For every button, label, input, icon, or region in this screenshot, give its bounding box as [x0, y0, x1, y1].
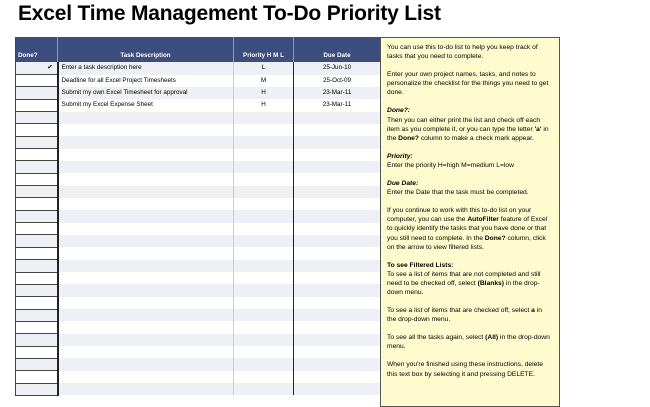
table-row — [16, 99, 381, 111]
table-row — [16, 272, 381, 284]
task-cell[interactable] — [58, 210, 234, 222]
table-row — [16, 173, 381, 185]
priority-cell[interactable] — [234, 161, 294, 173]
task-cell[interactable] — [58, 358, 234, 370]
table-row — [16, 297, 381, 309]
done-cell[interactable] — [16, 371, 58, 383]
due-date-cell[interactable]: 25-Jun-10 — [294, 62, 381, 75]
due-date-cell[interactable] — [294, 173, 381, 185]
table-row — [16, 186, 381, 198]
done-cell[interactable] — [16, 334, 58, 346]
table-row — [16, 334, 381, 346]
due-date-cell[interactable] — [294, 136, 381, 148]
table-row — [16, 223, 381, 235]
table-row — [16, 321, 381, 333]
done-cell[interactable] — [16, 99, 58, 111]
column-headers — [16, 50, 381, 62]
due-date-cell[interactable] — [294, 186, 381, 198]
table-row — [16, 210, 381, 222]
due-text: Enter the Date that the task must be completed. — [387, 189, 529, 197]
due-date-cell[interactable] — [294, 149, 381, 161]
due-date-cell[interactable] — [294, 260, 381, 272]
header-done[interactable]: Done? — [16, 50, 58, 62]
priority-cell[interactable] — [234, 247, 294, 259]
header-task-description[interactable]: Task Description — [58, 50, 234, 62]
table-row — [16, 247, 381, 259]
priority-cell[interactable] — [234, 112, 294, 124]
done-cell[interactable]: ✔ — [16, 62, 58, 75]
due-date-cell[interactable] — [294, 161, 381, 173]
priority-cell[interactable] — [234, 371, 294, 383]
table-row — [16, 161, 381, 173]
priority-text: Enter the priority H=high M=medium L=low — [387, 161, 514, 169]
table-row — [16, 309, 381, 321]
header-due-date[interactable]: Due Date — [294, 50, 381, 62]
priority-cell[interactable] — [234, 198, 294, 210]
table-row — [16, 75, 381, 87]
priority-cell[interactable] — [234, 223, 294, 235]
done-cell[interactable] — [16, 210, 58, 222]
done-cell[interactable] — [16, 309, 58, 321]
task-cell[interactable] — [58, 223, 234, 235]
done-cell[interactable] — [16, 198, 58, 210]
priority-cell[interactable] — [234, 383, 294, 395]
done-cell[interactable] — [16, 87, 58, 99]
header-priority[interactable]: Priority H M L — [234, 50, 294, 62]
task-cell[interactable]: Deadline for all Excel Project Timesheets — [58, 75, 234, 87]
task-cell[interactable] — [58, 309, 234, 321]
task-cell[interactable] — [58, 334, 234, 346]
todo-table — [15, 37, 381, 396]
priority-cell[interactable] — [234, 260, 294, 272]
band-cell — [16, 37, 58, 50]
task-cell[interactable] — [58, 112, 234, 124]
filtered-heading: To see Filtered Lists: — [387, 261, 454, 269]
page-title: Excel Time Management To-Do Priority List — [18, 2, 441, 25]
due-date-cell[interactable] — [294, 358, 381, 370]
due-date-cell[interactable] — [294, 223, 381, 235]
done-cell[interactable] — [16, 112, 58, 124]
done-cell[interactable] — [16, 247, 58, 259]
table-row — [16, 371, 381, 383]
priority-cell[interactable]: L — [234, 62, 294, 75]
table-row — [16, 284, 381, 296]
task-cell[interactable] — [58, 272, 234, 284]
task-cell[interactable] — [58, 198, 234, 210]
table-row — [16, 358, 381, 370]
priority-cell[interactable] — [234, 149, 294, 161]
personalize-text: Enter your own project names, tasks, and notes to personalize the checklist for the things you need to get done. — [387, 71, 549, 97]
task-cell[interactable] — [58, 247, 234, 259]
due-date-cell[interactable]: 25-Oct-09 — [294, 75, 381, 87]
due-date-cell[interactable] — [294, 297, 381, 309]
priority-cell[interactable] — [234, 284, 294, 296]
priority-cell[interactable] — [234, 358, 294, 370]
priority-cell[interactable] — [234, 272, 294, 284]
done-cell[interactable] — [16, 75, 58, 87]
done-heading: Done?: — [387, 107, 411, 115]
priority-cell[interactable] — [234, 346, 294, 358]
due-date-cell[interactable] — [294, 112, 381, 124]
done-cell[interactable] — [16, 124, 58, 136]
done-cell[interactable] — [16, 186, 58, 198]
due-date-cell[interactable]: 23-Mar-11 — [294, 99, 381, 111]
priority-cell[interactable] — [234, 210, 294, 222]
task-cell[interactable] — [58, 284, 234, 296]
band-cell — [234, 37, 294, 50]
task-cell[interactable] — [58, 260, 234, 272]
done-text: Then you can either print the list and check off each item as you complete it, or you can type the letter 'a' in the Done? column to make a check mark appear. — [387, 116, 549, 142]
due-date-cell[interactable] — [294, 198, 381, 210]
task-cell[interactable] — [58, 149, 234, 161]
priority-cell[interactable] — [234, 334, 294, 346]
due-date-cell[interactable] — [294, 371, 381, 383]
table-row — [16, 198, 381, 210]
due-date-cell[interactable] — [294, 124, 381, 136]
done-cell[interactable] — [16, 358, 58, 370]
blanks-text: To see a list of items that are not completed and still need to be checked off, select (Blanks) in the drop-down menu. — [387, 270, 541, 296]
due-date-cell[interactable] — [294, 272, 381, 284]
priority-cell[interactable] — [234, 235, 294, 247]
done-cell[interactable] — [16, 260, 58, 272]
priority-cell[interactable]: H — [234, 87, 294, 99]
task-cell[interactable] — [58, 321, 234, 333]
autofilter-text: If you continue to work with this to-do list on your computer, you can use the AutoFilter feature of Excel to quickly identify the tasks that you have done or that you still need to complete. In the Done? column, click on the arrow to view filtered lists. — [387, 207, 548, 251]
task-cell[interactable] — [58, 186, 234, 198]
table-row — [16, 124, 381, 136]
table-row — [16, 136, 381, 148]
priority-heading: Priority: — [387, 152, 413, 160]
due-date-cell[interactable]: 23-Mar-11 — [294, 87, 381, 99]
due-date-cell[interactable] — [294, 210, 381, 222]
done-cell[interactable] — [16, 235, 58, 247]
priority-cell[interactable] — [234, 297, 294, 309]
done-cell[interactable] — [16, 383, 58, 395]
table-row — [16, 149, 381, 161]
done-cell[interactable] — [16, 173, 58, 185]
checked-text: To see a list of items that are checked off, select a in the drop-down menu. — [387, 307, 542, 324]
due-date-cell[interactable] — [294, 235, 381, 247]
intro-text: You can use this to-do list to help you keep track of tasks that you need to complete. — [387, 44, 538, 61]
task-cell[interactable]: Submit my Excel Expense Sheet — [58, 99, 234, 111]
finish-text: When you're finished using these instructions, delete this text box by selecting it and pressing DELETE. — [387, 361, 543, 378]
table-row — [16, 87, 381, 99]
table-row — [16, 235, 381, 247]
header-band — [16, 37, 381, 50]
task-cell[interactable]: Submit my own Excel Timesheet for approval — [58, 87, 234, 99]
due-date-cell[interactable] — [294, 284, 381, 296]
priority-cell[interactable]: H — [234, 99, 294, 111]
table-row — [16, 383, 381, 395]
table-row — [16, 112, 381, 124]
table-row — [16, 260, 381, 272]
task-cell[interactable] — [58, 383, 234, 395]
due-date-cell[interactable] — [294, 346, 381, 358]
task-cell[interactable] — [58, 136, 234, 148]
priority-cell[interactable] — [234, 173, 294, 185]
table-row — [16, 62, 381, 75]
task-cell[interactable] — [58, 371, 234, 383]
priority-cell[interactable] — [234, 186, 294, 198]
task-cell[interactable]: Enter a task description here — [58, 62, 234, 75]
done-cell[interactable] — [16, 321, 58, 333]
task-cell[interactable] — [58, 346, 234, 358]
task-cell[interactable] — [58, 173, 234, 185]
band-cell — [58, 37, 234, 50]
done-cell[interactable] — [16, 284, 58, 296]
due-date-cell[interactable] — [294, 309, 381, 321]
priority-cell[interactable] — [234, 136, 294, 148]
done-cell[interactable] — [16, 346, 58, 358]
table-row — [16, 346, 381, 358]
done-cell[interactable] — [16, 161, 58, 173]
done-cell[interactable] — [16, 297, 58, 309]
task-cell[interactable] — [58, 297, 234, 309]
task-cell[interactable] — [58, 235, 234, 247]
due-date-cell[interactable] — [294, 321, 381, 333]
done-cell[interactable] — [16, 136, 58, 148]
task-cell[interactable] — [58, 124, 234, 136]
done-cell[interactable] — [16, 149, 58, 161]
due-date-cell[interactable] — [294, 383, 381, 395]
due-heading: Due Date: — [387, 180, 419, 188]
done-cell[interactable] — [16, 223, 58, 235]
priority-cell[interactable]: M — [234, 75, 294, 87]
priority-cell[interactable] — [234, 124, 294, 136]
all-text: To see all the tasks again, select (All) in the drop-down menu. — [387, 334, 550, 351]
task-cell[interactable] — [58, 161, 234, 173]
band-cell — [294, 37, 381, 50]
instructions-textbox[interactable] — [380, 37, 560, 407]
due-date-cell[interactable] — [294, 247, 381, 259]
priority-cell[interactable] — [234, 309, 294, 321]
done-cell[interactable] — [16, 272, 58, 284]
priority-cell[interactable] — [234, 321, 294, 333]
due-date-cell[interactable] — [294, 334, 381, 346]
